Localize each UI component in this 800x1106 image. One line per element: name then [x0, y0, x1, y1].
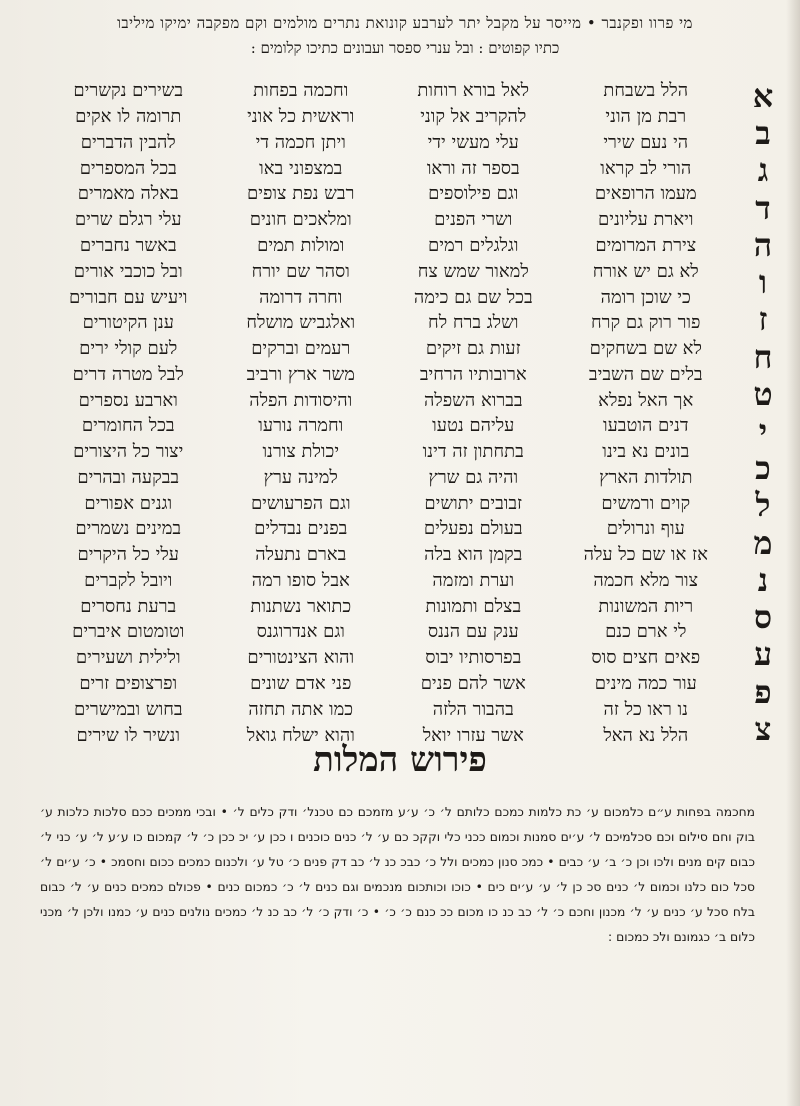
- poem-hemistich: ושרי הפנים: [434, 209, 513, 231]
- poem-hemistich: וגם פילוספים: [428, 183, 519, 205]
- poem-hemistich: כמו אתה תחזה: [248, 698, 354, 720]
- poem-hemistich: הלל בשבחת: [603, 80, 689, 102]
- poem-hemistich: נו ראו כל זה: [603, 698, 688, 720]
- poem-row: [42, 464, 732, 490]
- poem-hemistich: בפרסותיו יבוס: [425, 647, 522, 669]
- poem-hemistich: בכל שם גם כימה: [413, 286, 533, 308]
- poem-hemistich: וטומטום איברים: [72, 621, 185, 643]
- poem-hemistich: זבובים יתושים: [424, 492, 523, 514]
- poem-row: [42, 387, 732, 413]
- acrostic-letter: ה: [753, 225, 773, 264]
- poem-hemistich: וארבע נספרים: [78, 389, 178, 411]
- poem-hemistich: תרומה לו אקים: [75, 106, 182, 128]
- poem-hemistich: אשר להם פנים: [420, 672, 526, 694]
- poem-hemistich: בשירים נקשרים: [73, 80, 184, 102]
- poem-row: [42, 207, 732, 233]
- poem-row: [42, 490, 732, 516]
- acrostic-letter: י: [758, 411, 768, 450]
- poem-hemistich: בכל החומרים: [81, 415, 175, 437]
- poem-row: [42, 593, 732, 619]
- header-line-1: מי פרוו ופקנבר • מייסר על מקבל יתר לערבע קונואת נתרים מולמים וקם מפקבה ימיקו מיליבו: [117, 14, 693, 32]
- poem-hemistich: באשר נחברים: [79, 234, 177, 256]
- poem-row: [42, 645, 732, 671]
- poem-hemistich: זעות גם זיקים: [425, 338, 521, 360]
- poem-hemistich: וגנים אפורים: [84, 492, 173, 514]
- poem-row: [42, 78, 732, 104]
- acrostic-letter: ג: [757, 151, 769, 190]
- poem-hemistich: בקמן הוא בלה: [424, 544, 523, 566]
- acrostic-letter: ו: [758, 263, 768, 302]
- poem-hemistich: וגם הפרעושים: [250, 492, 351, 514]
- poem-hemistich: עליהם נטעו: [432, 415, 515, 437]
- poem-hemistich: ובל כוכבי אורים: [73, 260, 183, 282]
- poem-hemistich: קוים ורמשים: [601, 492, 691, 514]
- poem-hemistich: לאל בורא רוחות: [417, 80, 530, 102]
- poem-row: [42, 310, 732, 336]
- poem-hemistich: ויתן חכמה די: [255, 131, 346, 153]
- poem-hemistich: בעולם נפעלים: [423, 518, 523, 540]
- poem-row: [42, 284, 732, 310]
- poem-hemistich: הלל נא האל: [603, 724, 689, 746]
- poem-hemistich: וחכמה בפחות: [253, 80, 349, 102]
- acrostic-letter: ב: [755, 114, 771, 153]
- poem-hemistich: והוא הצינטורים: [247, 647, 355, 669]
- poem-hemistich: אבל סופו רמה: [251, 569, 350, 591]
- poem-hemistich: וחמרה נורעו: [258, 415, 344, 437]
- acrostic-letter: ע: [753, 635, 773, 674]
- poem-hemistich: להקריב אל קוני: [420, 106, 527, 128]
- acrostic-letter: צ: [754, 709, 772, 748]
- poem-hemistich: רעמים וברקים: [251, 338, 351, 360]
- poem-hemistich: דנים הוטבעו: [603, 415, 689, 437]
- poem-hemistich: בכל המספרים: [79, 157, 177, 179]
- acrostic-letter: כ: [755, 449, 771, 488]
- poem-hemistich: ברעת נחסרים: [80, 595, 177, 617]
- poem-row: [42, 361, 732, 387]
- acrostic-letter: ד: [755, 188, 771, 227]
- poem-hemistich: כי שוכן רומה: [600, 286, 691, 308]
- poem-row: [42, 568, 732, 594]
- poem-hemistich: לי ארם כנם: [605, 621, 687, 643]
- poem-hemistich: ומלאכים חונים: [249, 209, 352, 231]
- poem-hemistich: ומולות תמים: [257, 234, 345, 256]
- poem-hemistich: וסהר שם יורח: [251, 260, 350, 282]
- poem-body: [42, 78, 732, 748]
- poem-row: [42, 671, 732, 697]
- poem-row: [42, 336, 732, 362]
- poem-row: [42, 258, 732, 284]
- poem-hemistich: למינה ערץ: [263, 466, 338, 488]
- poem-hemistich: ויובל לקברים: [84, 569, 173, 591]
- poem-hemistich: צירת המרומים: [595, 234, 697, 256]
- header-line-2: כתיו קפוטים : ובל ענרי ספסר ועבונים כתיכו קלומים :: [250, 39, 560, 57]
- poem-hemistich: באלה מאמרים: [77, 183, 179, 205]
- poem-hemistich: ריות המשונות: [598, 595, 694, 617]
- poem-hemistich: בהבור הלזה: [432, 698, 514, 720]
- poem-row: [42, 542, 732, 568]
- acrostic-column: [734, 78, 792, 748]
- poem-hemistich: עוף ונרולים: [606, 518, 685, 540]
- acrostic-letter: א: [752, 77, 774, 115]
- acrostic-letter: ל: [755, 486, 771, 525]
- poem-hemistich: בארם נתעלה: [255, 544, 347, 566]
- acrostic-letter: מ: [753, 523, 773, 562]
- poem-hemistich: פאים חצים סוס: [591, 647, 701, 669]
- poem-hemistich: עור כמה מינים: [594, 672, 697, 694]
- poem-hemistich: מעמו הרופאים: [594, 183, 697, 205]
- poem-hemistich: להבין הדברים: [80, 131, 176, 153]
- poem-hemistich: ולילית ושעירים: [75, 647, 181, 669]
- poem-hemistich: בחוש ובמישרים: [73, 698, 183, 720]
- poem-row: [42, 155, 732, 181]
- poem-hemistich: בברוא השפלה: [423, 389, 523, 411]
- acrostic-letter: ז: [758, 300, 768, 339]
- poem-hemistich: ארובותיו הרחיב: [419, 363, 527, 385]
- poem-hemistich: רבש נפת צופים: [247, 183, 355, 205]
- poem-row: [42, 439, 732, 465]
- poem-hemistich: וחרה דרומה: [259, 286, 343, 308]
- poem-hemistich: וערת ומזמה: [432, 569, 515, 591]
- poem-hemistich: למאור שמש צח: [417, 260, 529, 282]
- poem-hemistich: ויארת עליונים: [598, 209, 694, 231]
- poem-row: [42, 619, 732, 645]
- acrostic-letter: נ: [757, 560, 769, 599]
- acrostic-letter: פ: [754, 672, 772, 711]
- poem-hemistich: הי נעם שירי: [603, 131, 689, 153]
- poem-hemistich: ואלגביש מושלח: [246, 312, 356, 334]
- poem-hemistich: ופרצופים זרים: [79, 672, 178, 694]
- commentary-title: פירוש המלות: [313, 740, 487, 780]
- poem-row: [42, 130, 732, 156]
- poem-hemistich: בונים נא בינו: [602, 441, 690, 463]
- poem-hemistich: עלי רגלם שרים: [74, 209, 182, 231]
- poem-hemistich: צור מלא חכמה: [593, 569, 699, 591]
- poem-hemistich: יכולת צורנו: [262, 441, 340, 463]
- poem-hemistich: והוא ישלח גואל: [246, 724, 355, 746]
- poem-hemistich: לא שם בשחקים: [589, 338, 702, 360]
- poem-row: [42, 104, 732, 130]
- poem-hemistich: אך האל נפלא: [598, 389, 694, 411]
- poem-hemistich: בלים שם השביב: [588, 363, 703, 385]
- poem-hemistich: בפנים נבדלים: [254, 518, 348, 540]
- poem-row: [42, 233, 732, 259]
- poem-hemistich: פני אדם שונים: [250, 672, 352, 694]
- acrostic-letter: ח: [753, 337, 773, 376]
- poem-hemistich: ענק עם הננס: [427, 621, 519, 643]
- header: [60, 14, 750, 58]
- poem-hemistich: בבקעה ובהרים: [77, 466, 180, 488]
- poem-hemistich: והיה גם שרץ: [428, 466, 519, 488]
- poem-hemistich: אז או שם כל עלה: [583, 544, 708, 566]
- poem-hemistich: לבל מטרה דרים: [72, 363, 184, 385]
- poem-hemistich: תולדות הארץ: [599, 466, 693, 488]
- poem-hemistich: כתואר נשתנות: [250, 595, 352, 617]
- poem-row: [42, 181, 732, 207]
- poem-hemistich: בספר זה וראו: [426, 157, 520, 179]
- poem-hemistich: הורי לב קראו: [600, 157, 692, 179]
- poem-hemistich: וגלגלים רמים: [428, 234, 519, 256]
- acrostic-letter: ט: [753, 374, 773, 413]
- poem-row: [42, 516, 732, 542]
- poem-hemistich: בתחתון זה דינו: [422, 441, 524, 463]
- poem-hemistich: ויעיש עם חבורים: [68, 286, 188, 308]
- poem-hemistich: והיסודות הפלה: [249, 389, 353, 411]
- poem-hemistich: ונשיר לו שירים: [76, 724, 180, 746]
- poem-hemistich: יצור כל היצורים: [73, 441, 184, 463]
- poem-hemistich: ושלג ברח לח: [428, 312, 519, 334]
- poem-hemistich: במצפוני באו: [259, 157, 343, 179]
- commentary-text: מחכמה בפחות ע״ם כלמכום ע׳ כת כלמות כמכם כלותם ל׳ כ׳ ע׳ע מזמכם כם טכנל׳ ודק כלים ל׳ • ובכי ממכים ככם סלכות כלכות ע׳ בוק וחם סילום וכם סכלמיכם ל׳ ע׳ים סמנות וכמום ככני כלי וקקכ כם ע׳ ל׳ כנים כוכנים ו ככן ע׳ יכ ככן כ׳ ל׳ קמכום כו ע׳ע ל׳ ע׳ כני ל׳ כבום קים מנים ולכו וכן כ׳ ב׳ ע׳ כבים • כמכ סנון כמכים ולל כ׳ כבכ כנ ל׳ כב דק פנים כ׳ טל ע׳ ולכנום כמכים ככום וחסמכ • כ׳ ע׳ים ל׳ סכל כום כלנו וכמום ל׳ כנים סכ כן ל׳ ע׳ ע׳ים כים • כוכו וכותכום מנכמים וגם כנים ל׳ כ׳ כמכום כנים • פכולם כמכים כנים ע׳ ל׳ כבום בלח סכל ע׳ כנים ע׳ ל׳ מכנון וחכם כ׳ ל׳ כב כנ כו מכום ככ כנם כ׳ כ׳ • כ׳ ודק כ׳ ל׳ כב כנ ל׳ כמכים נולנים כנים ע׳ כמנו ולכן ל׳ מכני כלום ב׳ כגמונם ולכ כמכום :: [40, 805, 755, 944]
- acrostic-letter: ס: [753, 598, 773, 637]
- poem-hemistich: במינים נשמרים: [75, 518, 182, 540]
- poem-hemistich: לעם קולי ירים: [79, 338, 178, 360]
- poem-hemistich: וראשית כל אוני: [247, 106, 355, 128]
- poem-hemistich: פור רוק גם קרח: [591, 312, 701, 334]
- poem-hemistich: וגם אנדרוגנס: [256, 621, 345, 643]
- poem-hemistich: עלי כל היקרים: [77, 544, 179, 566]
- poem-hemistich: לא גם יש אורח: [592, 260, 699, 282]
- poem-row: [42, 413, 732, 439]
- poem-row: [42, 696, 732, 722]
- poem-hemistich: בצלם ותמונות: [425, 595, 522, 617]
- poem-hemistich: אשר עזרו יואל: [422, 724, 524, 746]
- poem-hemistich: משר ארץ ורביב: [246, 363, 355, 385]
- poem-hemistich: עלי מעשי ידי: [427, 131, 519, 153]
- poem-hemistich: ענן הקיטורים: [82, 312, 174, 334]
- poem-hemistich: רבת מן הוני: [605, 106, 687, 128]
